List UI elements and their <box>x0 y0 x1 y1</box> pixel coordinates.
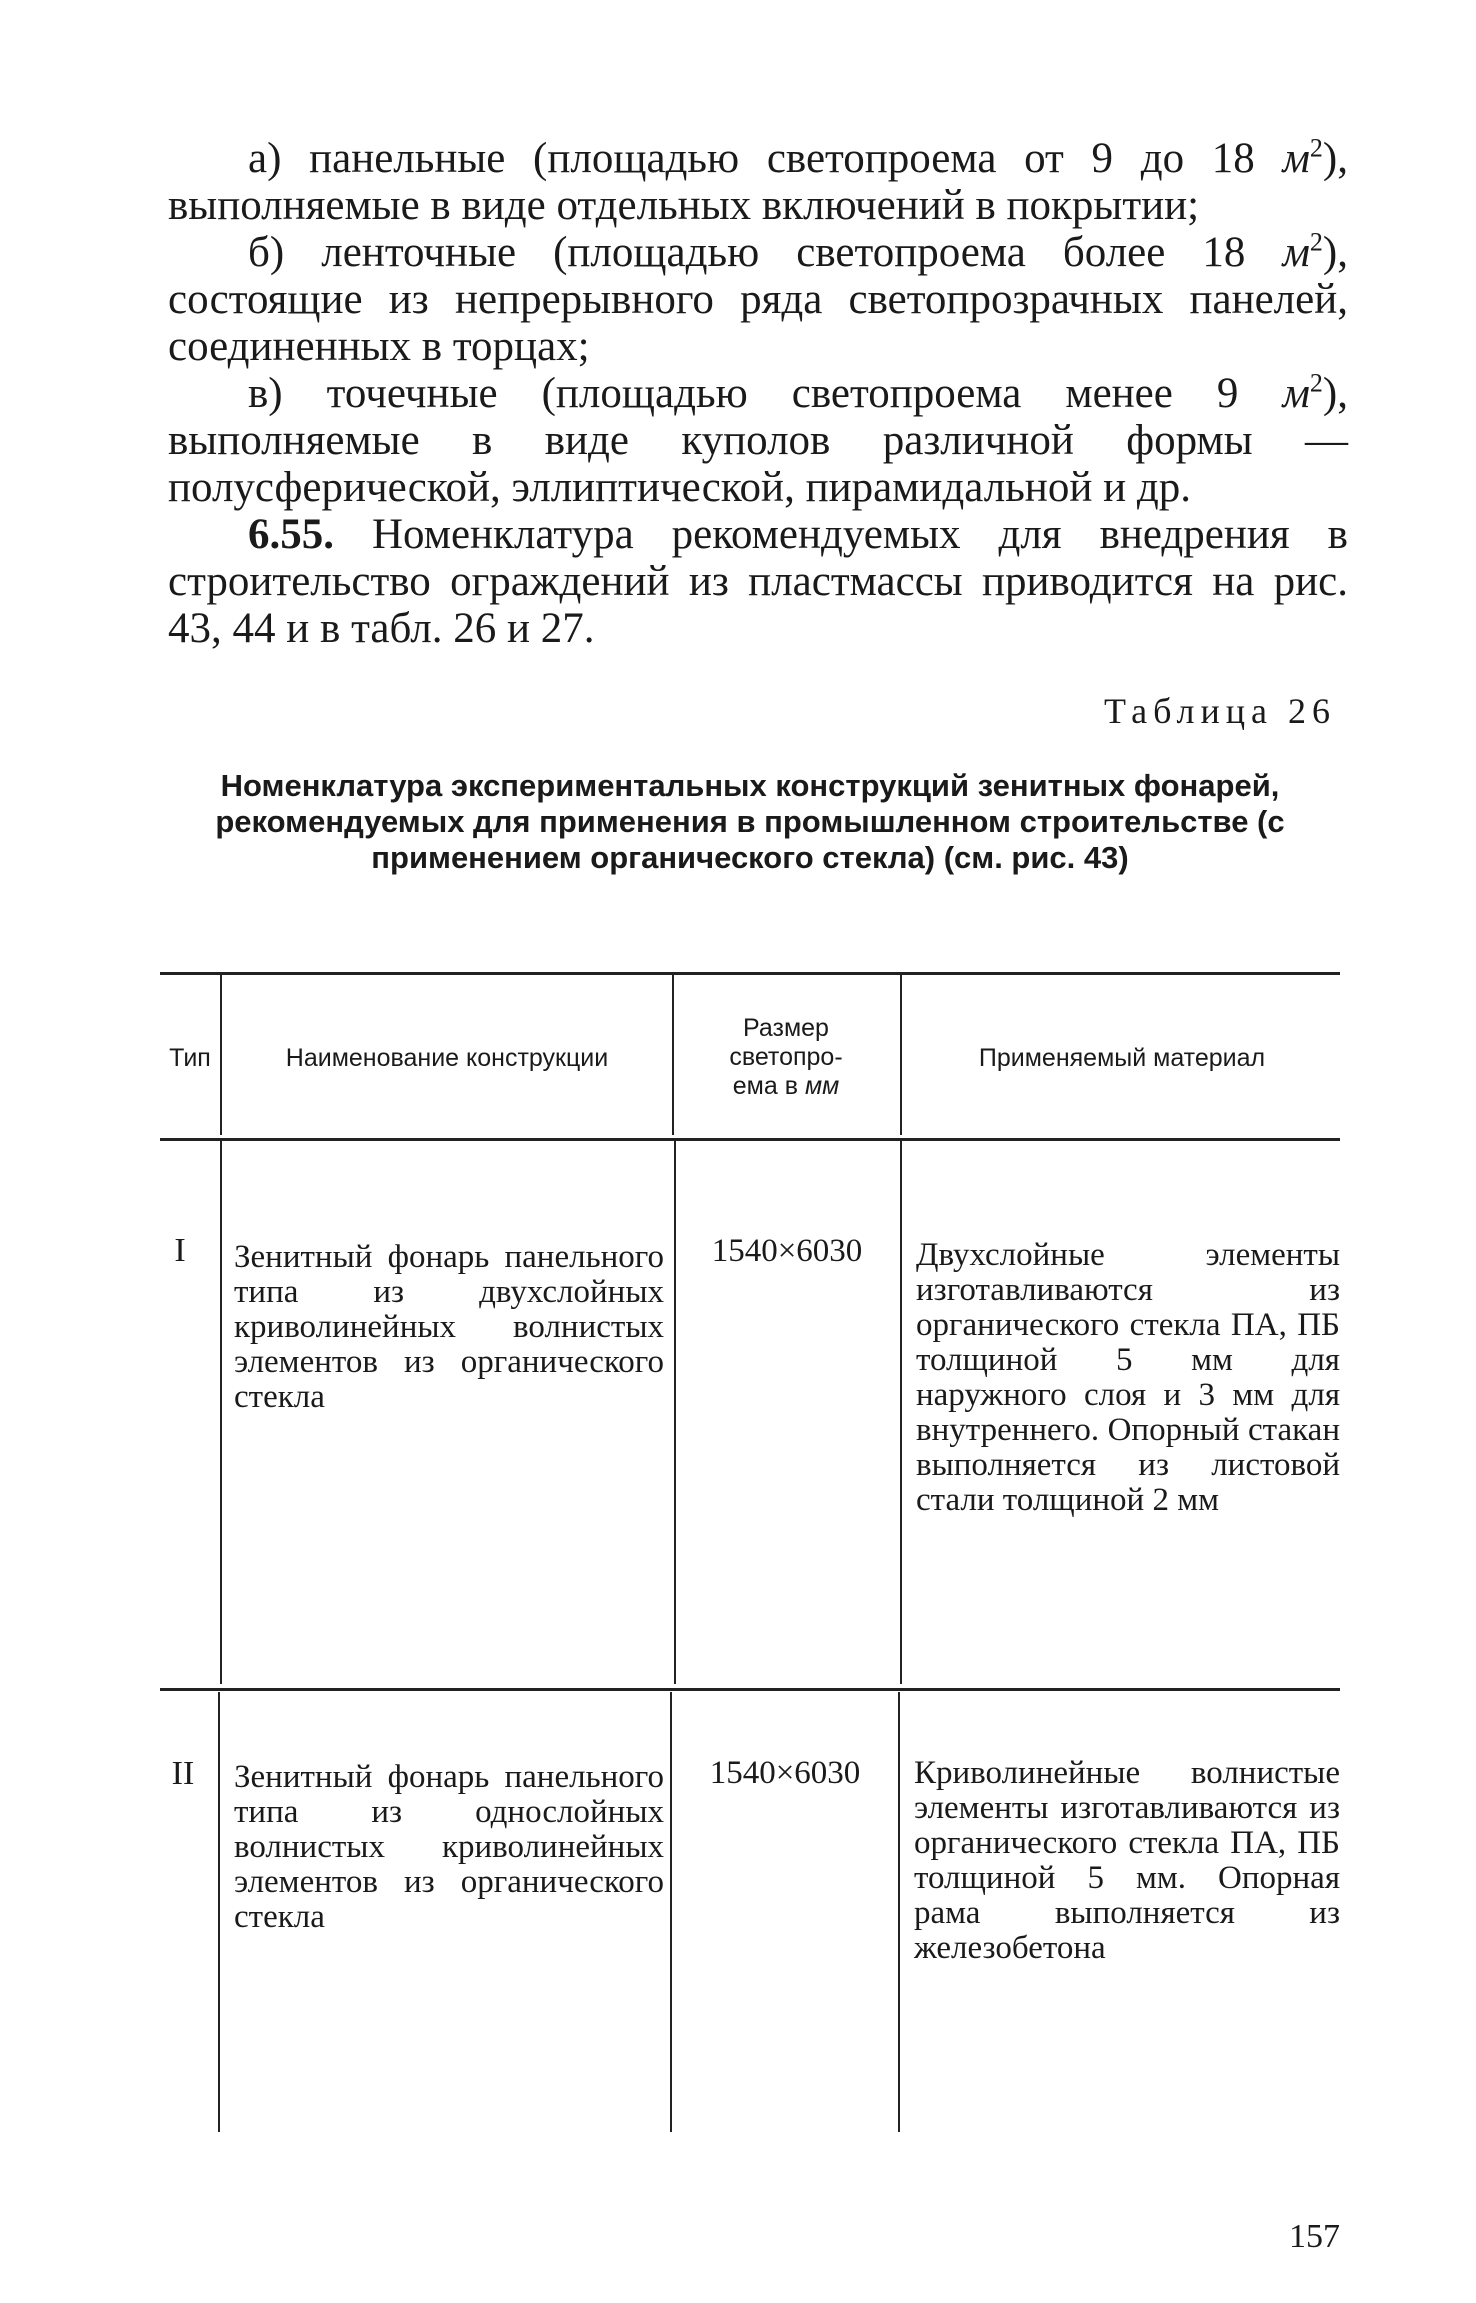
row-1-name: Зенитный фонарь панельного типа из двухслойных криволинейных волнистых элементов из органического стекла <box>234 1239 664 1415</box>
column-divider <box>220 975 222 1135</box>
column-divider <box>900 975 902 1135</box>
paragraph-b <box>168 229 1348 370</box>
exponent: 2 <box>1309 227 1323 257</box>
intro-text <box>168 135 1348 652</box>
header-size-unit: мм <box>804 1072 840 1100</box>
table-row-divider <box>160 1688 1340 1691</box>
row-2-name: Зенитный фонарь панельного типа из однослойных волнистых криволинейных элементов из органического стекла <box>234 1759 664 1935</box>
exponent: 2 <box>1309 133 1323 163</box>
header-type: Тип <box>169 1044 211 1072</box>
row-1-type: I <box>174 1232 186 1269</box>
page-number: 157 <box>1289 2218 1340 2255</box>
column-divider <box>898 1692 900 2132</box>
row-1-material: Двухслойные элементы изготавливаются из органического стекла ПА, ПБ толщиной 5 мм для наружного слоя и 3 мм для внутреннего. Опорный стакан выполняется из листовой стали толщиной 2 мм <box>916 1237 1340 1518</box>
column-divider <box>218 1692 220 2132</box>
paragraph-6-55 <box>168 511 1348 652</box>
paragraph-c-text-end: ), выполняемые в виде куполов различной формы — полусферической, эллиптической, пирамидальной и др. <box>168 370 1348 511</box>
paragraph-c <box>168 370 1348 511</box>
paragraph-a <box>168 135 1348 229</box>
paragraph-a-text-end: ), выполняемые в виде отдельных включений в покрытии; <box>168 135 1348 229</box>
exponent: 2 <box>1309 368 1323 398</box>
column-divider <box>674 1141 676 1684</box>
column-divider <box>672 975 674 1135</box>
column-divider <box>900 1141 902 1684</box>
paragraph-c-text: в) точечные (площадью светопроема менее 9 <box>248 370 1283 417</box>
row-2-material: Криволинейные волнистые элементы изготавливаются из органического стекла ПА, ПБ толщиной 5 мм. Опорная рама выполняется из железобетона <box>914 1755 1340 1966</box>
header-material: Применяемый материал <box>978 1044 1266 1072</box>
paragraph-b-text-end: ), состоящие из непрерывного ряда светопрозрачных панелей, соединенных в торцах; <box>168 229 1348 370</box>
header-size-text: Размер светопро-ема в <box>729 1014 843 1100</box>
row-2-size: 1540×6030 <box>709 1755 861 1791</box>
header-name: Наименование конструкции <box>285 1044 609 1072</box>
row-1-size: 1540×6030 <box>711 1233 863 1269</box>
section-number: 6.55. <box>248 511 334 558</box>
unit: м <box>1282 229 1310 276</box>
paragraph-a-text: а) панельные (площадью светопроема от 9 до 18 <box>248 135 1283 182</box>
column-divider <box>220 1141 222 1684</box>
table-header-rule <box>160 1138 1340 1141</box>
column-divider <box>670 1692 672 2132</box>
paragraph-6-55-text: Номенклатура рекомендуемых для внедрения в строительство ограждений из пластмассы приводится на рис. 43, 44 и в табл. 26 и 27. <box>168 511 1348 652</box>
table-label: Таблица 26 <box>1104 691 1336 731</box>
row-2-type: II <box>171 1755 195 1792</box>
table-title: Номенклатура экспериментальных конструкций зенитных фонарей, рекомендуемых для применения в промышленном строительстве (с применением органического стекла) (см. рис. 43) <box>215 768 1285 875</box>
header-size <box>716 1014 856 1101</box>
unit: м <box>1282 370 1310 417</box>
table-top-rule <box>160 972 1340 975</box>
paragraph-b-text: б) ленточные (площадью светопроема более 18 <box>248 229 1283 276</box>
unit: м <box>1282 135 1310 182</box>
